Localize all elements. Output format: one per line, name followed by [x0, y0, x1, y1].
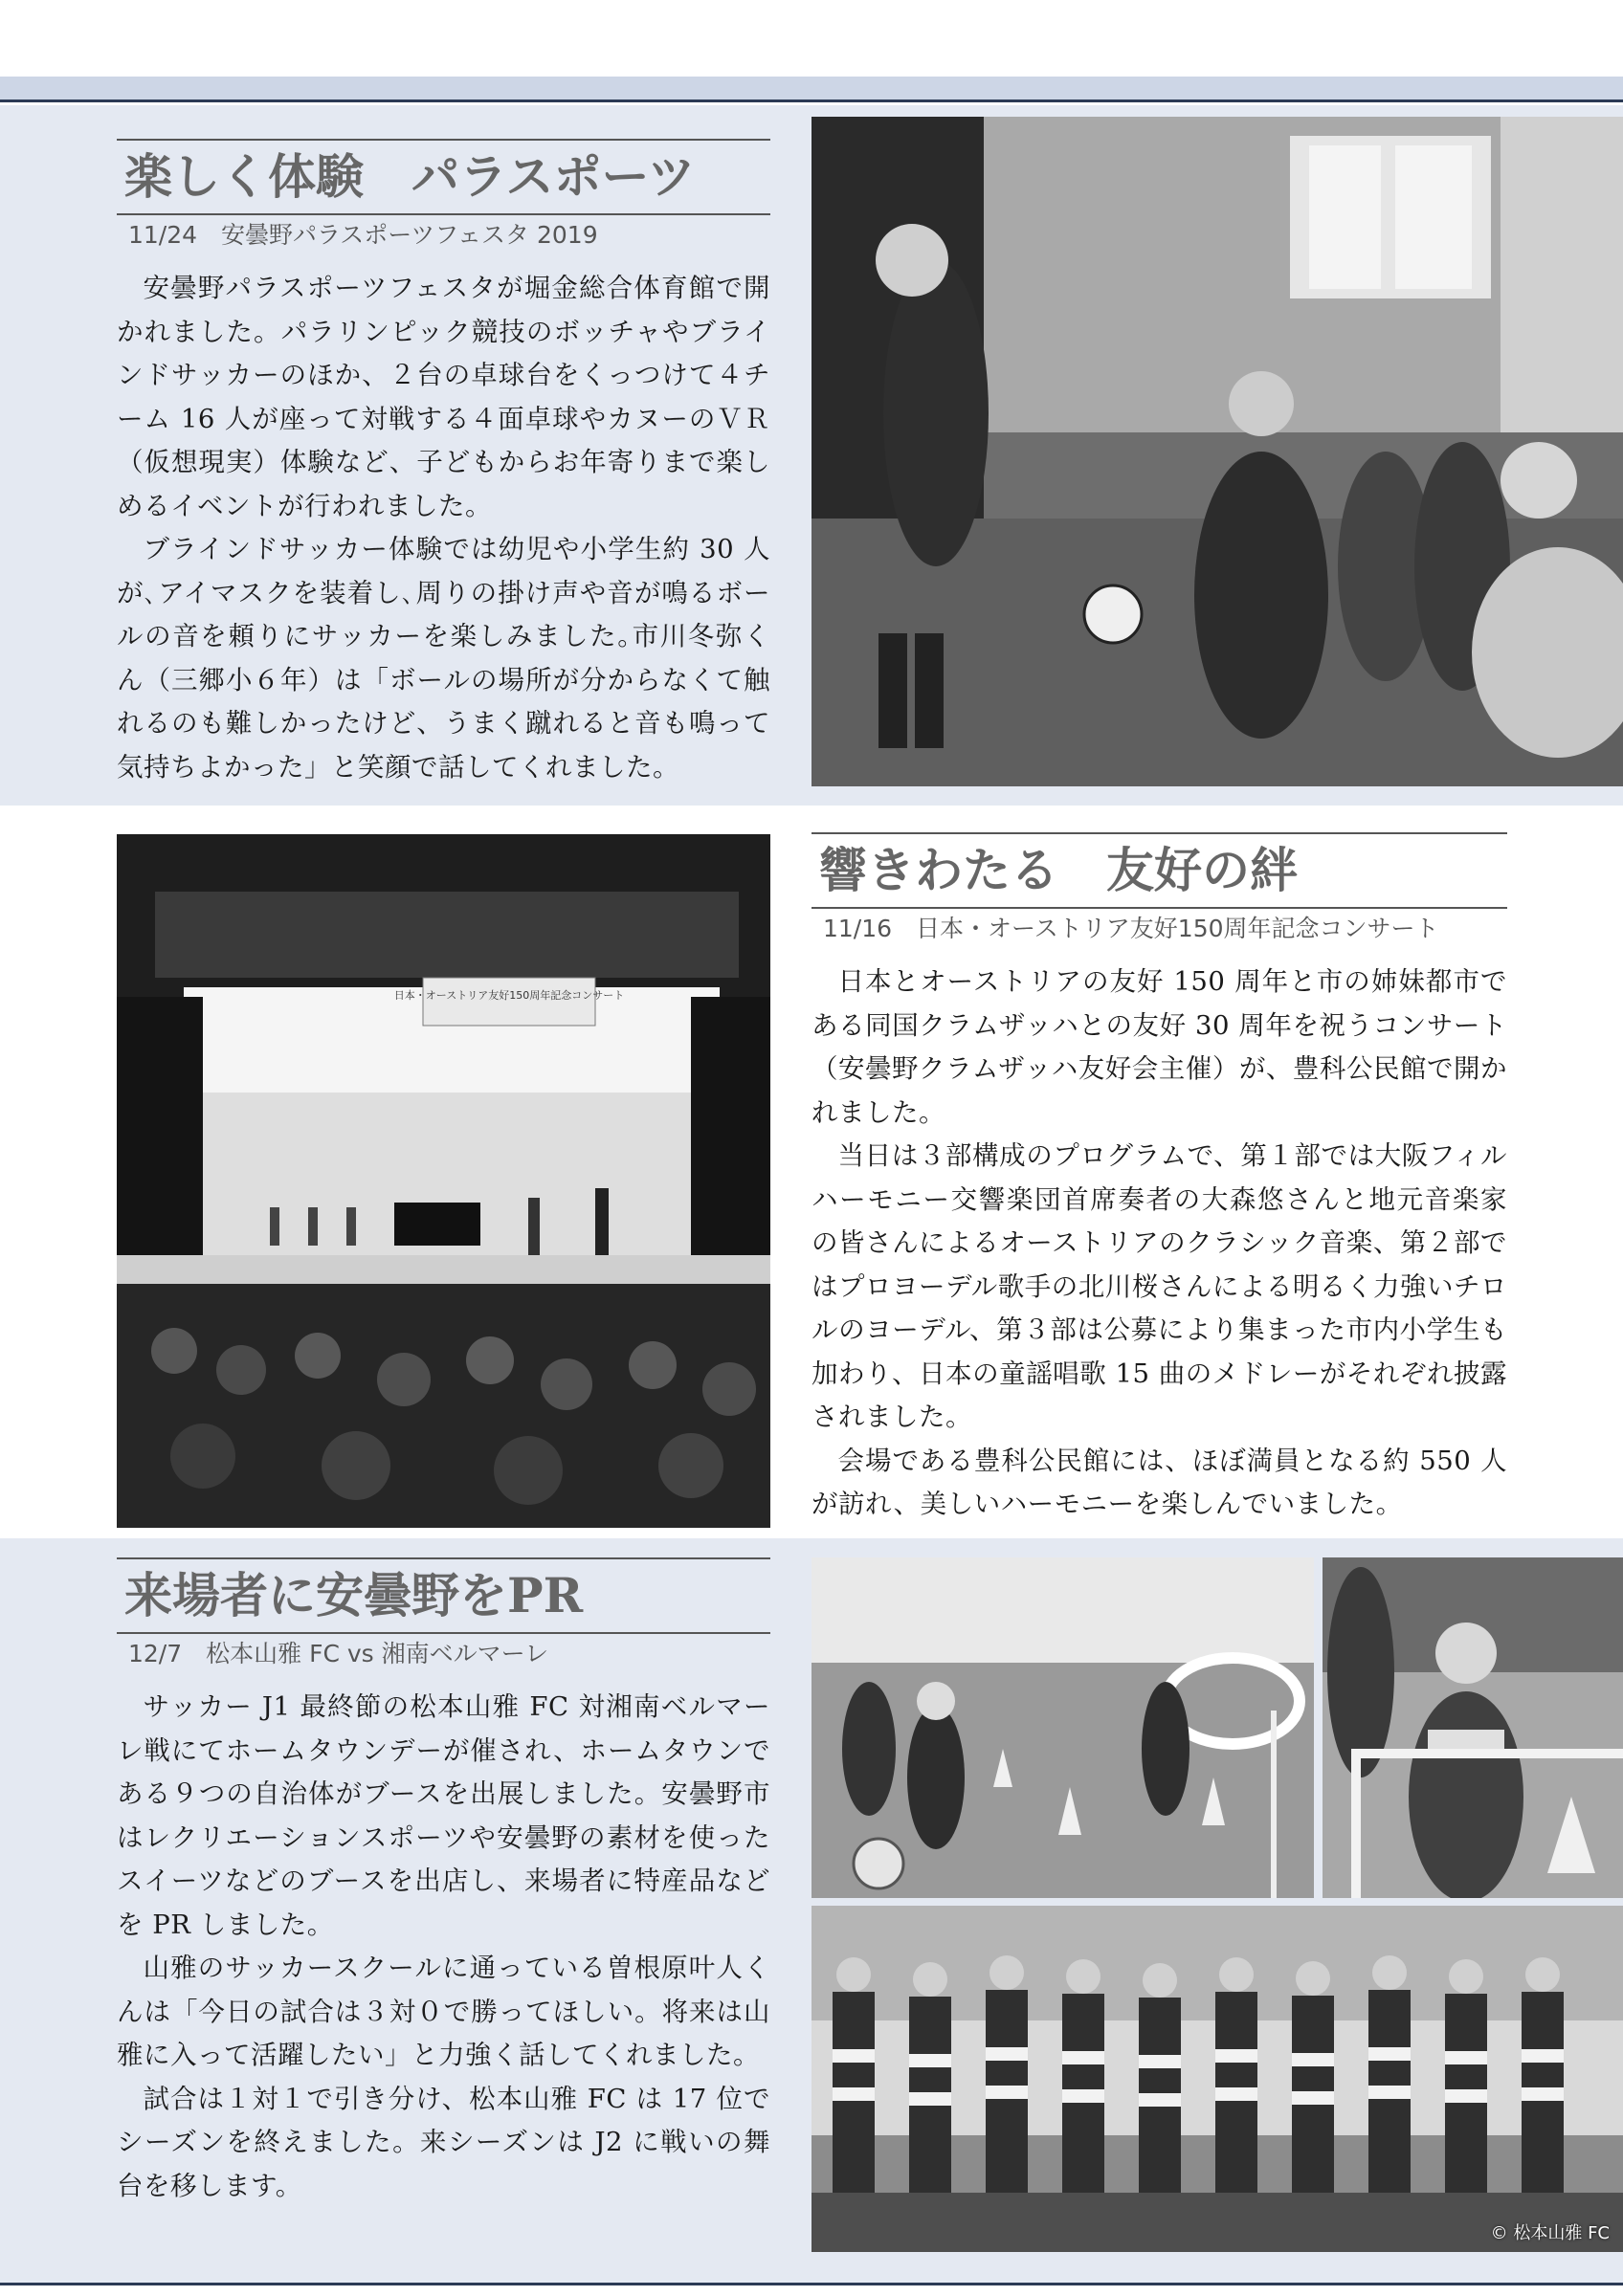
photo-child-goal — [1323, 1557, 1623, 1898]
article-subtitle: 12/7 松本山雅 FC vs 湘南ベルマーレ — [128, 1640, 549, 1667]
paragraph: サッカー J1 最終節の松本山雅 FC 対湘南ベルマーレ戦にてホームタウンデーが催され、ホームタウンである９つの自治体がブースを出展しました。安曇野市はレクリエーションスポーツや安曇野の素材を使ったスイーツなどのブースを出店し、来場者に特産品などを PR しました。 — [117, 1691, 770, 1940]
article-subtitle: 11/24 安曇野パラスポーツフェスタ 2019 — [128, 221, 598, 249]
photo-stadium-lineup — [812, 1906, 1623, 2252]
paragraph: 山雅のサッカースクールに通っている曽根原叶人くんは「今日の試合は３対０で勝ってほしい。将来は山雅に入って活躍したい」と力強く話してくれました。 — [117, 1953, 770, 2070]
photo-concert — [117, 834, 770, 1528]
footer-rule — [0, 2283, 1623, 2285]
article-body — [812, 960, 1507, 1527]
paragraph: 日本とオーストリアの友好 150 周年と市の姉妹都市である同国クラムザッハとの友好 30 周年を祝うコンサート（安曇野クラムザッハ友好会主催）が、豊科公民館で開かれました。 — [812, 966, 1507, 1128]
article-para-sports — [117, 139, 770, 789]
article-title: 楽しく体験 パラスポーツ — [117, 139, 770, 215]
article-yamaga-pr — [117, 1557, 770, 2208]
article-subtitle: 11/16 日本・オーストリア友好150周年記念コンサート — [823, 915, 1439, 942]
paragraph: ブラインドサッカー体験では幼児や小学生約 30 人が､アイマスクを装着し､周りの掛け声や音が鳴るボールの音を頼りにサッカーを楽しみました｡市川冬弥くん（三郷小６年）は「ボールの場所が分からなくて触れるのも難しかったけど、うまく蹴れると音も鳴って気持ちよかった」と笑顔で話してくれました。 — [117, 534, 770, 783]
article-friendship-concert — [812, 832, 1507, 1527]
paragraph: 当日は３部構成のプログラムで、第１部では大阪フィルハーモニー交響楽団首席奏者の大森悠さんと地元音楽家の皆さんによるオーストリアのクラシック音楽、第２部ではプロヨーデル歌手の北川桜さんによる明るく力強いチロルのヨーデル、第３部は公募により集まった市内小学生も加わり、日本の童謡唱歌 15 曲のメドレーがそれぞれ披露されました。 — [812, 1140, 1507, 1432]
paragraph: 会場である豊科公民館には、ほぼ満員となる約 550 人が訪れ、美しいハーモニーを楽しんでいました。 — [812, 1445, 1507, 1519]
paragraph: 試合は１対１で引き分け、松本山雅 FC は 17 位でシーズンを終えました。来シーズンは J2 に戦いの舞台を移します。 — [117, 2083, 770, 2201]
header-rule — [0, 99, 1623, 102]
header-band — [0, 77, 1623, 99]
concert-banner-text: 日本・オーストリア友好150周年記念コンサート — [393, 989, 625, 1002]
article-title: 来場者に安曇野をPR — [117, 1557, 770, 1634]
photo-booth-games — [812, 1557, 1314, 1898]
photo-credit: © 松本山雅 FC — [1490, 2223, 1610, 2243]
article-body — [117, 1686, 770, 2208]
article-body — [117, 267, 770, 789]
photo-blind-soccer — [812, 117, 1623, 786]
article-title: 響きわたる 友好の絆 — [812, 832, 1507, 909]
paragraph: 安曇野パラスポーツフェスタが堀金総合体育館で開かれました。パラリンピック競技のボッチャやブラインドサッカーのほか、２台の卓球台をくっつけて４チーム 16 人が座って対戦する４面卓球やカヌーのＶＲ（仮想現実）体験など、子どもからお年寄りまで楽しめるイベントが行われました。 — [117, 273, 770, 521]
